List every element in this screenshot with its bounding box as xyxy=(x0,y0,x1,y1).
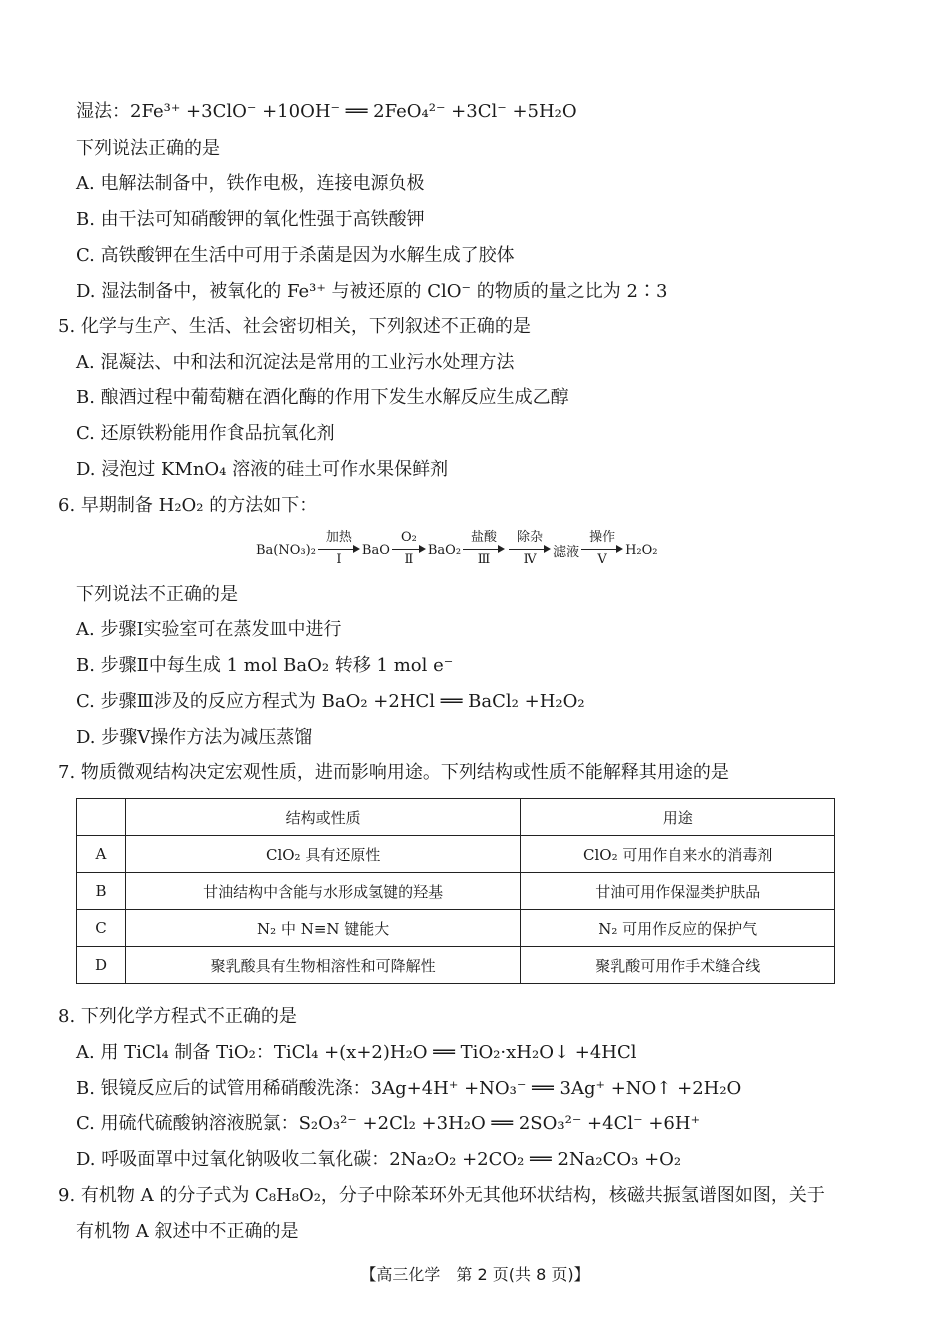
table-row xyxy=(77,910,835,947)
flow-arrow-3-label: 盐酸 xyxy=(471,530,498,545)
q6-option-c: C. 步骤Ⅲ涉及的反应方程式为 BaO₂ +2HCl ══ BaCl₂ +H₂O₂ xyxy=(76,691,585,712)
flow-arrow-5-label: 操作 xyxy=(589,530,616,545)
q9-stem-line-1: 9. 有机物 A 的分子式为 C₈H₈O₂，分子中除苯环外无其他环状结构，核磁共振氢谱图如图，关于 xyxy=(58,1185,825,1206)
q5-option-c: C. 还原铁粉能用作食品抗氧化剂 xyxy=(76,423,335,444)
table-cell: 甘油结构中含能与水形成氢键的羟基 xyxy=(125,873,520,910)
table-cell: 聚乳酸可用作手术缝合线 xyxy=(521,947,835,984)
q4-option-c: C. 高铁酸钾在生活中可用于杀菌是因为水解生成了胶体 xyxy=(76,245,515,266)
flow-arrow-step-2 xyxy=(392,530,426,570)
q7-table xyxy=(76,798,835,984)
q8-option-d: D. 呼吸面罩中过氧化钠吸收二氧化碳：2Na₂O₂ +2CO₂ ══ 2Na₂CO₃ +O₂ xyxy=(76,1149,682,1170)
table-header-cell: 结构或性质 xyxy=(125,799,520,836)
table-cell: 甘油可用作保湿类护肤品 xyxy=(521,873,835,910)
q6-stem: 6. 早期制备 H₂O₂ 的方法如下： xyxy=(58,495,318,516)
q7-stem: 7. 物质微观结构决定宏观性质，进而影响用途。下列结构或性质不能解释其用途的是 xyxy=(58,762,729,783)
flow-arrow-1-step: Ⅰ xyxy=(336,552,342,567)
flow-species-h2o2: H₂O₂ xyxy=(625,542,658,558)
table-cell: ClO₂ 具有还原性 xyxy=(125,836,520,873)
flow-species-filtrate: 滤液 xyxy=(553,544,580,560)
q6-option-d: D. 步骤Ⅴ操作方法为减压蒸馏 xyxy=(76,727,313,748)
table-cell: B xyxy=(77,873,126,910)
table-cell: C xyxy=(77,910,126,947)
flow-arrow-3-step: Ⅲ xyxy=(477,552,491,567)
table-cell: D xyxy=(77,947,126,984)
flow-arrow-step-1 xyxy=(318,530,360,570)
flow-species-bao: BaO xyxy=(361,542,390,558)
q8-option-c: C. 用硫代硫酸钠溶液脱氯：S₂O₃²⁻ +2Cl₂ +3H₂O ══ 2SO₃²⁻ +4Cl⁻ +6H⁺ xyxy=(76,1113,701,1134)
table-cell: 聚乳酸具有生物相溶性和可降解性 xyxy=(125,947,520,984)
q4-option-a: A. 电解法制备中，铁作电极，连接电源负极 xyxy=(76,173,425,194)
flow-arrow-4-label: 除杂 xyxy=(517,530,544,545)
table-row xyxy=(77,947,835,984)
flow-arrow-step-4 xyxy=(509,530,551,570)
flow-arrow-2-step: Ⅱ xyxy=(404,552,414,567)
q4-wet-method: 湿法：2Fe³⁺ +3ClO⁻ +10OH⁻ ══ 2FeO₄²⁻ +3Cl⁻ +5H₂O xyxy=(76,101,577,122)
flow-arrow-4-step: Ⅳ xyxy=(523,552,537,567)
q6-sub-stem: 下列说法不正确的是 xyxy=(76,584,238,605)
flow-arrow-5-step: Ⅴ xyxy=(597,552,607,567)
q4-option-b: B. 由干法可知硝酸钾的氧化性强于高铁酸钾 xyxy=(76,209,425,230)
q5-option-b: B. 酿酒过程中葡萄糖在酒化酶的作用下发生水解反应生成乙醇 xyxy=(76,387,569,408)
flow-arrow-1-label: 加热 xyxy=(325,530,352,545)
table-row xyxy=(77,836,835,873)
table-header-row xyxy=(77,799,835,836)
table-cell: ClO₂ 可用作自来水的消毒剂 xyxy=(521,836,835,873)
table-cell: A xyxy=(77,836,126,873)
table-header-cell xyxy=(77,799,126,836)
q8-option-b: B. 银镜反应后的试管用稀硝酸洗涤：3Ag+4H⁺ +NO₃⁻ ══ 3Ag⁺ +NO↑ +2H₂O xyxy=(76,1078,742,1099)
q6-flow-diagram xyxy=(256,530,658,570)
table-cell: N₂ 中 N≡N 键能大 xyxy=(125,910,520,947)
q8-stem: 8. 下列化学方程式不正确的是 xyxy=(58,1006,297,1027)
q6-option-a: A. 步骤Ⅰ实验室可在蒸发皿中进行 xyxy=(76,619,342,640)
q5-option-a: A. 混凝法、中和法和沉淀法是常用的工业污水处理方法 xyxy=(76,352,515,373)
flow-species-ba-nitrate: Ba(NO₃)₂ xyxy=(256,542,316,558)
flow-arrow-2-label: O₂ xyxy=(400,530,417,545)
q8-option-a: A. 用 TiCl₄ 制备 TiO₂：TiCl₄ +(x+2)H₂O ══ TiO₂·xH₂O↓ +4HCl xyxy=(76,1042,637,1063)
flow-arrow-step-5 xyxy=(581,530,623,570)
table-header-cell: 用途 xyxy=(521,799,835,836)
table-cell: N₂ 可用作反应的保护气 xyxy=(521,910,835,947)
q9-stem-line-2: 有机物 A 叙述中不正确的是 xyxy=(76,1221,299,1242)
q4-stem: 下列说法正确的是 xyxy=(76,138,220,159)
q5-stem: 5. 化学与生产、生活、社会密切相关，下列叙述不正确的是 xyxy=(58,316,531,337)
table-row xyxy=(77,873,835,910)
q5-option-d: D. 浸泡过 KMnO₄ 溶液的硅土可作水果保鲜剂 xyxy=(76,459,449,480)
flow-arrow-step-3 xyxy=(463,530,505,570)
page-footer: 【高三化学 第 2 页(共 8 页)】 xyxy=(360,1265,590,1284)
q6-option-b: B. 步骤Ⅱ中每生成 1 mol BaO₂ 转移 1 mol e⁻ xyxy=(76,655,454,676)
flow-species-bao2: BaO₂ xyxy=(427,542,462,558)
q4-option-d: D. 湿法制备中，被氧化的 Fe³⁺ 与被还原的 ClO⁻ 的物质的量之比为 2∶3 xyxy=(76,281,668,302)
